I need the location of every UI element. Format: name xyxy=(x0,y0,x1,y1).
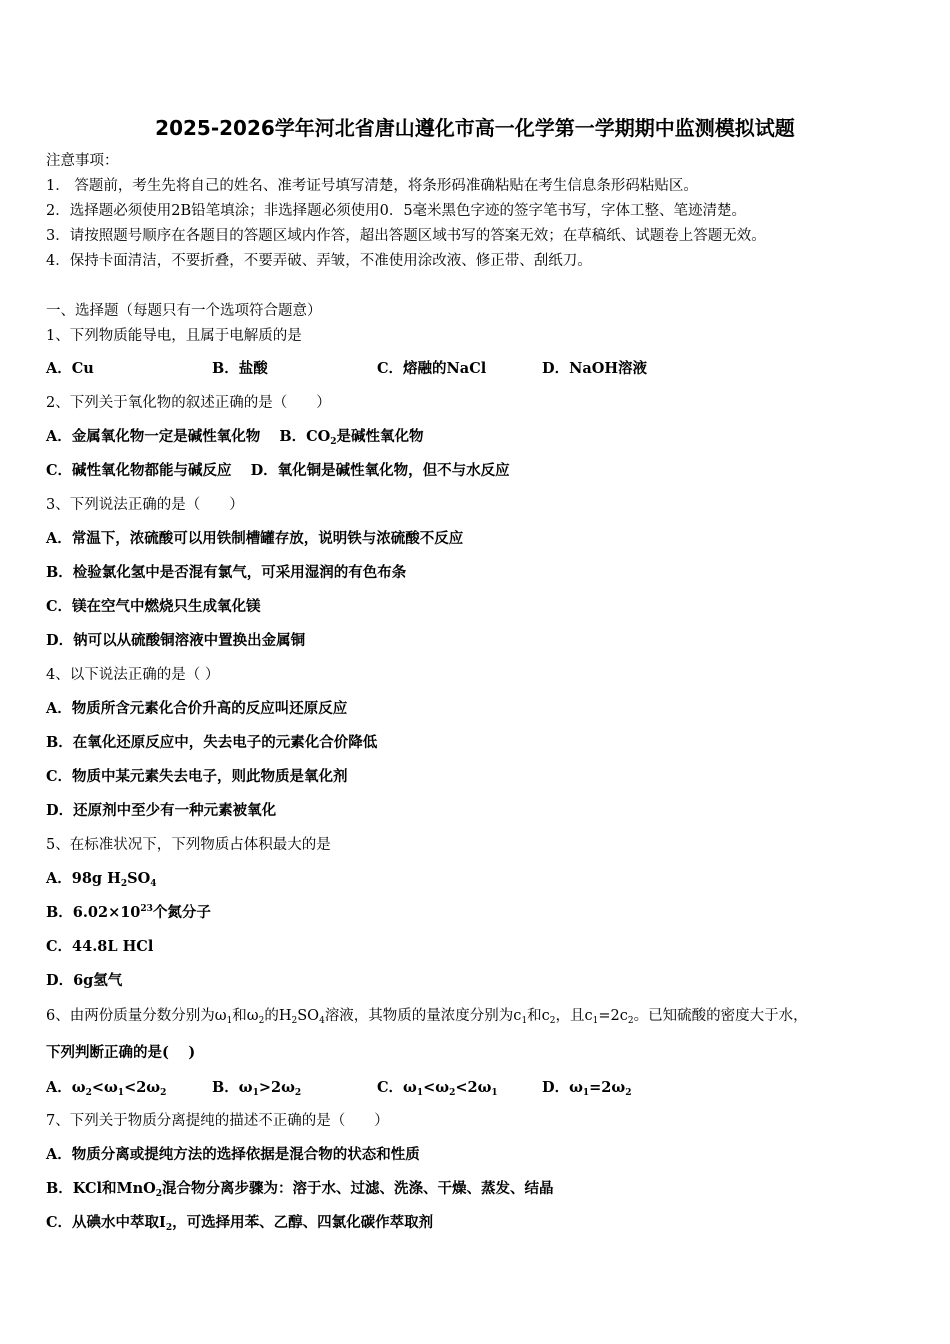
q2-option-c: C．碱性氧化物都能与碱反应 xyxy=(46,462,232,479)
q5-option-a-sub-2: 4 xyxy=(150,879,157,889)
q6-option-a-t1: A．ω xyxy=(46,1079,86,1096)
q6-stem-text-9: 。已知硫酸的密度大于水， xyxy=(633,1008,808,1024)
q6-stem-text-4: SO xyxy=(297,1008,320,1024)
q3-option-a: A．常温下，浓硫酸可以用铁制槽罐存放，说明铁与浓硫酸不反应 xyxy=(46,530,464,547)
q6-stem-line-2: 下列判断正确的是( ) xyxy=(46,1044,196,1061)
q6-option-b-s1: 1 xyxy=(252,1088,259,1098)
q6-stem-sub-7: 1 xyxy=(592,1016,599,1026)
q6-stem-text-6: 和c xyxy=(527,1008,550,1024)
q2-options-row-1 xyxy=(46,427,424,447)
q5-option-a-text: A．98g H xyxy=(46,870,121,887)
q6-option-c xyxy=(377,1078,498,1098)
q6-stem xyxy=(46,1006,808,1026)
q7-option-c-text-2: ，可选择用苯、乙醇、四氯化碳作萃取剂 xyxy=(172,1214,434,1231)
q3-option-d: D．钠可以从硫酸铜溶液中置换出金属铜 xyxy=(46,632,306,649)
q6-stem-sub-6: 2 xyxy=(549,1016,556,1026)
q6-stem-sub-2: 2 xyxy=(258,1016,265,1026)
q1-option-a: A．Cu xyxy=(46,360,94,377)
q7-option-b-text-2: 混合物分离步骤为：溶于水、过滤、洗涤、干燥、蒸发、结晶 xyxy=(162,1180,554,1197)
q5-option-a-sub-1: 2 xyxy=(120,879,128,889)
notice-item-2: 2．选择题必须使用2B铅笔填涂；非选择题必须使用0．5毫米黑色字迹的签字笔书写，字体工整、笔迹清楚。 xyxy=(46,203,747,219)
section-heading: 一、选择题（每题只有一个选项符合题意） xyxy=(46,303,322,319)
q6-option-c-s1: 1 xyxy=(416,1088,424,1098)
q7-option-c-sub: 2 xyxy=(165,1223,173,1233)
q6-stem-sub-1: 1 xyxy=(226,1016,233,1026)
q1-stem: 1、下列物质能导电，且属于电解质的是 xyxy=(46,328,302,344)
notice-item-1: 1． 答题前，考生先将自己的姓名、准考证号填写清楚，将条形码准确粘贴在考生信息条形码粘贴区。 xyxy=(46,178,698,194)
q7-option-b-text: B．KCl和MnO xyxy=(46,1180,156,1197)
q6-option-d-s1: 1 xyxy=(582,1088,590,1098)
q6-stem-text-7: ，且c xyxy=(555,1008,593,1024)
notice-item-3: 3．请按照题号顺序在各题目的答题区域内作答，超出答题区域书写的答案无效；在草稿纸、试题卷上答题无效。 xyxy=(46,228,766,244)
q4-option-d: D．还原剂中至少有一种元素被氧化 xyxy=(46,802,277,819)
q1-option-b: B．盐酸 xyxy=(212,360,268,377)
q6-stem-sub-8: 2 xyxy=(627,1016,634,1026)
q5-option-d: D．6g氢气 xyxy=(46,972,123,989)
notice-heading: 注意事项： xyxy=(46,153,119,169)
q7-option-a: A．物质分离或提纯方法的选择依据是混合物的状态和性质 xyxy=(46,1146,420,1163)
q7-option-b-sub: 2 xyxy=(155,1189,163,1199)
q3-option-b: B．检验氯化氢中是否混有氯气，可采用湿润的有色布条 xyxy=(46,564,407,581)
q6-stem-text-5: 溶液，其物质的量浓度分别为c xyxy=(324,1008,522,1024)
q7-option-c xyxy=(46,1213,433,1233)
q6-option-b xyxy=(212,1078,301,1098)
q6-option-c-s2: 2 xyxy=(449,1088,456,1098)
q7-stem: 7、下列关于物质分离提纯的描述不正确的是（ ） xyxy=(46,1113,389,1129)
q6-option-c-t2: <ω xyxy=(423,1079,450,1096)
q7-option-c-text: C．从碘水中萃取I xyxy=(46,1214,166,1231)
q6-option-c-s3: 1 xyxy=(491,1088,498,1098)
q5-option-a xyxy=(46,869,156,889)
q6-option-b-t1: B．ω xyxy=(212,1079,253,1096)
q4-option-c: C．物质中某元素失去电子，则此物质是氧化剂 xyxy=(46,768,348,785)
page-title: 2025-2026学年河北省唐山遵化市高一化学第一学期期中监测模拟试题 xyxy=(155,116,795,140)
q6-option-d-t1: D．ω xyxy=(542,1079,583,1096)
q6-option-d xyxy=(542,1078,631,1098)
q1-option-d: D．NaOH溶液 xyxy=(542,360,648,377)
q5-option-b xyxy=(46,903,211,923)
q4-option-b: B．在氧化还原反应中，失去电子的元素化合价降低 xyxy=(46,734,378,751)
q4-option-a: A．物质所含元素化合价升高的反应叫还原反应 xyxy=(46,700,348,717)
q2-option-b-text-2: 是碱性氧化物 xyxy=(336,428,424,445)
q2-option-b-sub: 2 xyxy=(330,437,337,447)
q6-option-b-s2: 2 xyxy=(294,1088,302,1098)
q7-option-b xyxy=(46,1179,554,1199)
q6-option-a-s1: 2 xyxy=(85,1088,92,1098)
q1-option-c: C．熔融的NaCl xyxy=(377,360,487,377)
q2-stem: 2、下列关于氧化物的叙述正确的是（ ） xyxy=(46,395,331,411)
q4-stem: 4、以下说法正确的是（ ） xyxy=(46,667,220,683)
q2-option-a: A．金属氧化物一定是碱性氧化物 xyxy=(46,428,261,445)
q6-stem-text-1: 6、由两份质量分数分别为ω xyxy=(46,1008,227,1024)
q6-option-d-t2: =2ω xyxy=(589,1079,626,1096)
q6-option-d-s2: 2 xyxy=(625,1088,632,1098)
q6-option-c-t1: C．ω xyxy=(377,1079,417,1096)
q5-option-b-text-2: 个氮分子 xyxy=(152,904,211,921)
q6-stem-text-8: =2c xyxy=(598,1008,628,1024)
q5-option-b-text: B．6.02×10 xyxy=(46,904,141,921)
q2-option-b-text: B．CO xyxy=(279,428,331,445)
q5-option-c: C．44.8L HCl xyxy=(46,938,154,955)
q5-option-a-text-2: SO xyxy=(127,870,151,887)
q6-option-a-t2: <ω xyxy=(91,1079,118,1096)
q3-option-c: C．镁在空气中燃烧只生成氧化镁 xyxy=(46,598,261,615)
q6-option-b-t2: >2ω xyxy=(258,1079,295,1096)
q6-option-a xyxy=(46,1078,166,1098)
q6-option-a-t3: <2ω xyxy=(124,1079,161,1096)
q6-stem-text-2: 和ω xyxy=(232,1008,259,1024)
q6-stem-sub-3: 2 xyxy=(291,1016,298,1026)
q3-stem: 3、下列说法正确的是（ ） xyxy=(46,497,244,513)
q6-option-c-t3: <2ω xyxy=(455,1079,492,1096)
q2-option-d: D．氧化铜是碱性氧化物，但不与水反应 xyxy=(250,462,510,479)
q2-option-b xyxy=(279,428,423,445)
q5-option-b-sup: 23 xyxy=(140,904,153,914)
q6-stem-sub-5: 1 xyxy=(521,1016,528,1026)
q6-stem-sub-4: 4 xyxy=(319,1016,325,1026)
q6-stem-text-3: 的H xyxy=(264,1008,292,1024)
notice-item-4: 4．保持卡面清洁，不要折叠，不要弄破、弄皱，不准使用涂改液、修正带、刮纸刀。 xyxy=(46,253,592,269)
q6-option-a-s2: 1 xyxy=(117,1088,125,1098)
q6-option-a-s3: 2 xyxy=(160,1088,167,1098)
q5-stem: 5、在标准状况下，下列物质占体积最大的是 xyxy=(46,837,331,853)
q2-options-row-2 xyxy=(46,461,510,481)
